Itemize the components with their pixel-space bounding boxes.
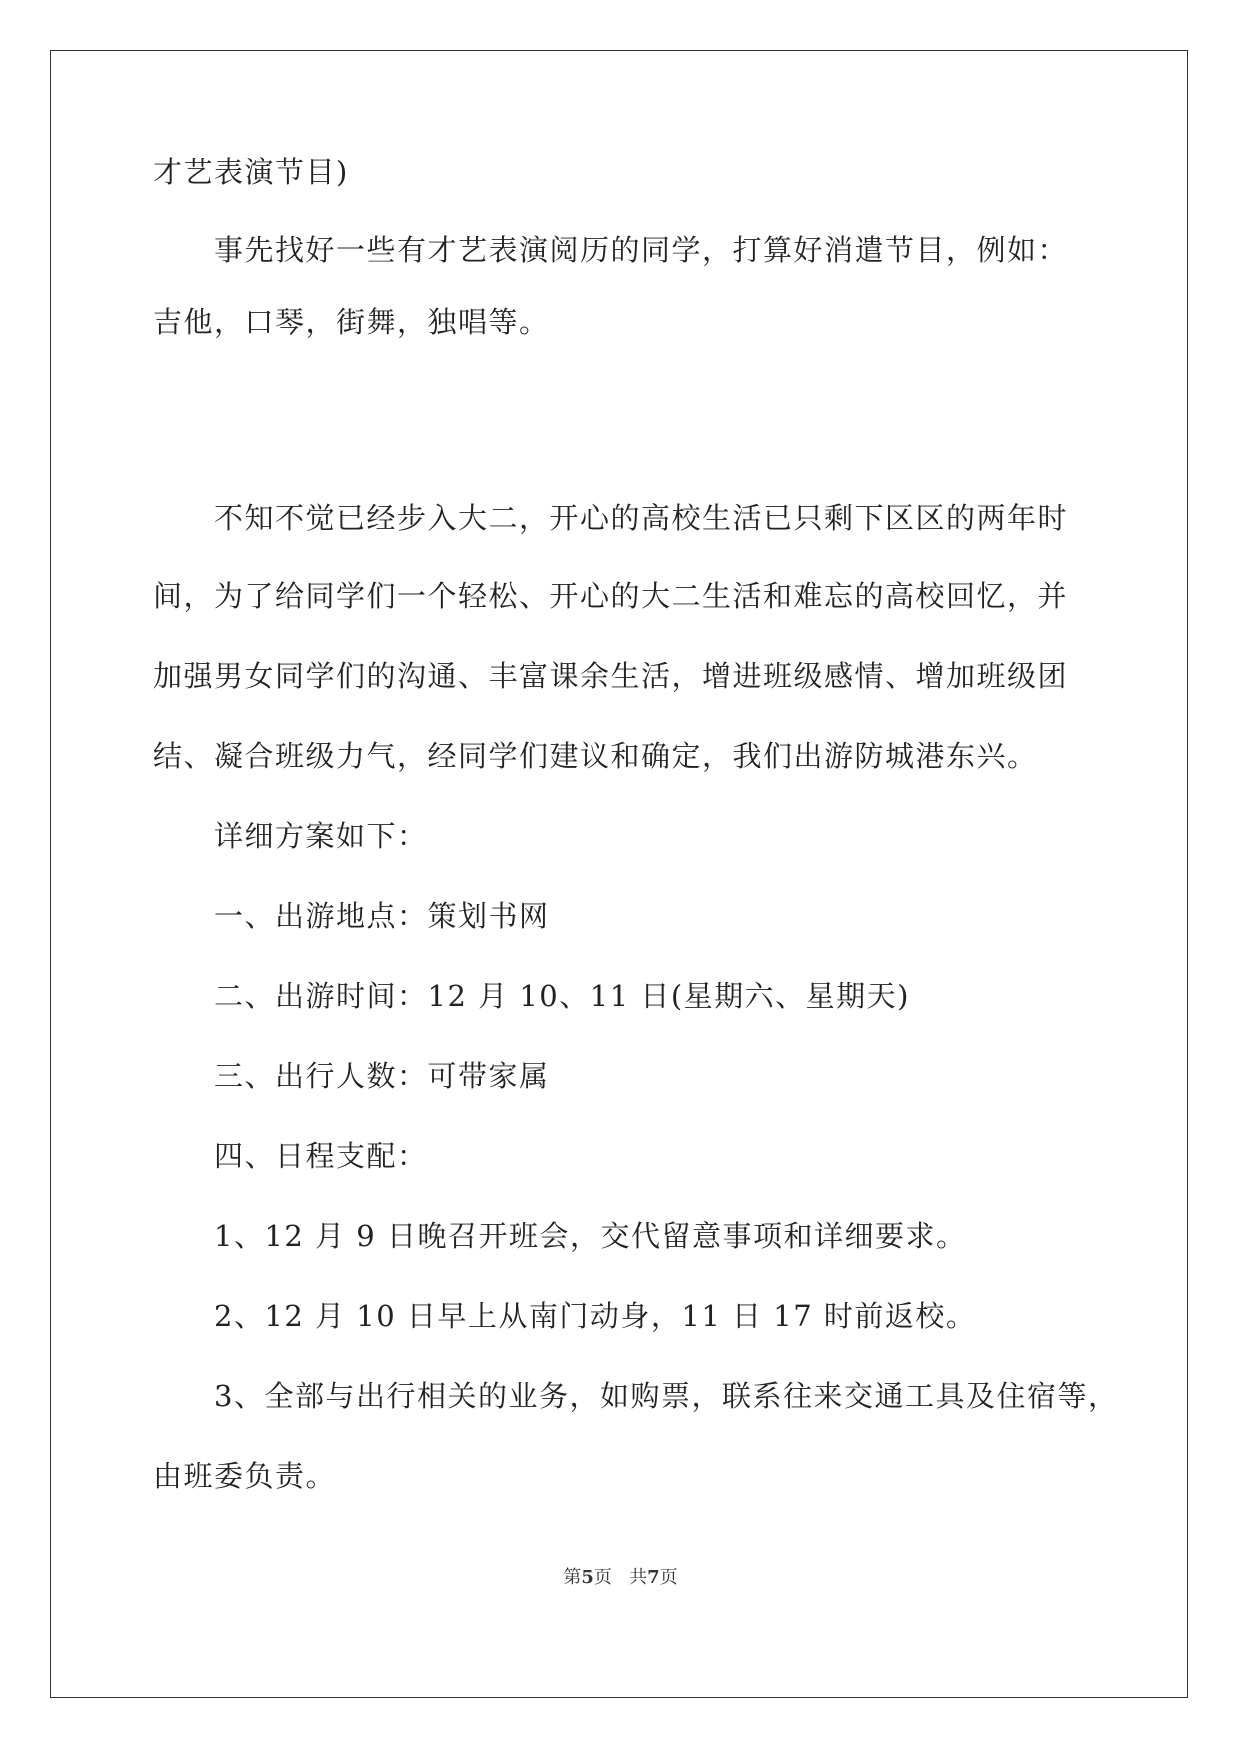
footer-total-unit: 页 xyxy=(659,1567,678,1588)
text-line-6: 加强男女同学们的沟通、丰富课余生活，增进班级感情、增加班级团 xyxy=(153,659,1069,693)
footer-total-prefix: 共 xyxy=(629,1567,648,1588)
page-frame xyxy=(50,50,1188,1698)
text-line-4: 不知不觉已经步入大二，开心的高校生活已只剩下区区的两年时 xyxy=(214,501,1069,535)
text-line-15: 3、全部与出行相关的业务，如购票，联系往来交通工具及住宿等， xyxy=(214,1379,1119,1413)
text-line-9: 一、出游地点：策划书网 xyxy=(214,899,550,933)
current-page-number: 5 xyxy=(581,1567,594,1588)
footer-prefix: 第 xyxy=(563,1567,582,1588)
text-line-3: 吉他，口琴，街舞，独唱等。 xyxy=(153,305,550,339)
text-line-5: 间，为了给同学们一个轻松、开心的大二生活和难忘的高校回忆，并 xyxy=(153,579,1069,613)
text-line-8: 详细方案如下： xyxy=(214,819,428,853)
text-line-10: 二、出游时间：12 月 10、11 日(星期六、星期天) xyxy=(214,979,910,1013)
total-pages-number: 7 xyxy=(647,1567,660,1588)
text-line-13: 1、12 月 9 日晚召开班会，交代留意事项和详细要求。 xyxy=(214,1219,967,1253)
text-line-7: 结、凝合班级力气，经同学们建议和确定，我们出游防城港东兴。 xyxy=(153,739,1038,773)
page-footer xyxy=(0,1566,1241,1590)
footer-page-unit: 页 xyxy=(593,1567,612,1588)
text-line-2: 事先找好一些有才艺表演阅历的同学，打算好消遣节目，例如： xyxy=(214,233,1069,267)
text-line-12: 四、日程支配： xyxy=(214,1139,428,1173)
text-line-16: 由班委负责。 xyxy=(153,1459,337,1493)
text-line-11: 三、出行人数：可带家属 xyxy=(214,1059,550,1093)
text-line-1: 才艺表演节目) xyxy=(153,155,349,189)
text-line-14: 2、12 月 10 日早上从南门动身，11 日 17 时前返校。 xyxy=(214,1299,977,1333)
